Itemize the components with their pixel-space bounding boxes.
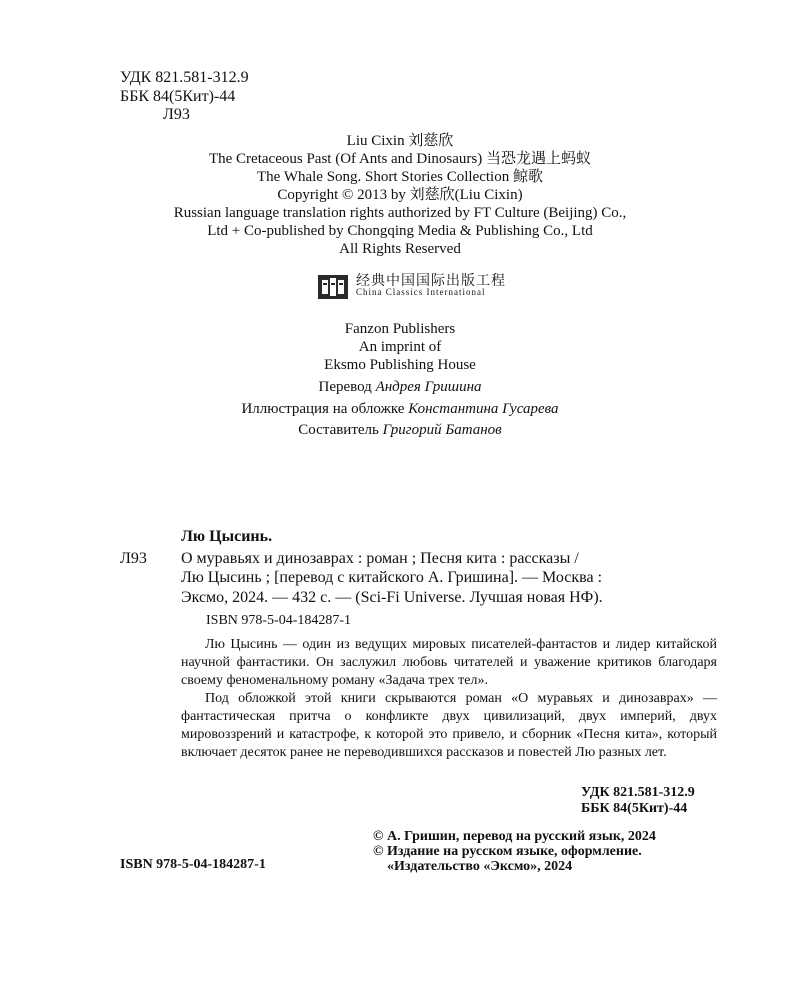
copyright-line-2: The Cretaceous Past (Of Ants and Dinosaurs) 当恐龙遇上蚂蚁: [208, 151, 592, 167]
publisher-line-3: Eksmo Publishing House: [324, 357, 476, 373]
compiler-credit: [0, 421, 800, 439]
header-bbk: ББК 84(5Кит)-44: [120, 88, 236, 105]
copyright-line-6: Ltd + Co-published by Chongqing Media & Publishing Co., Ltd: [207, 223, 593, 239]
logo-chinese-text: 经典中国国际出版工程: [356, 273, 506, 289]
footer-copyright-3: «Издательство «Эксмо», 2024: [387, 859, 573, 874]
compiler-label: Составитель: [298, 422, 379, 438]
publisher-line-2: An imprint of: [358, 339, 442, 355]
header-udk: УДК 821.581-312.9: [120, 69, 249, 86]
copyright-line-1: Liu Cixin 刘慈欣: [346, 133, 454, 149]
copyright-line-4: Copyright © 2013 by 刘慈欣(Liu Cixin): [277, 187, 523, 203]
footer-copyright-2: © Издание на русском языке, оформление.: [373, 844, 642, 859]
catalog-code: Л93: [120, 550, 147, 567]
china-classics-logo-icon: [318, 275, 348, 299]
header-code: Л93: [163, 106, 190, 123]
cover-artist-name: Константина Гусарева: [408, 401, 559, 417]
footer-copyright-1: © А. Гришин, перевод на русский язык, 2024: [373, 829, 656, 844]
cover-credit: [0, 400, 800, 418]
catalog-isbn: ISBN 978-5-04-184287-1: [206, 613, 352, 628]
compiler-name: Григорий Батанов: [382, 422, 502, 438]
catalog-line-2: Лю Цысинь ; [перевод с китайского А. Гришина]. — Москва :: [181, 569, 603, 586]
catalog-line-3: Эксмо, 2024. — 432 с. — (Sci-Fi Universe. Лучшая новая НФ).: [181, 589, 603, 606]
footer-isbn: ISBN 978-5-04-184287-1: [120, 857, 266, 872]
catalog-author-heading: Лю Цысинь.: [181, 528, 273, 545]
china-classics-logo: [318, 275, 506, 303]
annotation-udk: УДК 821.581-312.9: [581, 785, 695, 800]
copyright-line-3: The Whale Song. Short Stories Collection 鲸歌: [257, 169, 543, 185]
logo-english-text: China Classics International: [356, 287, 486, 297]
translation-credit: [0, 378, 800, 396]
catalog-line-1: О муравьях и динозаврах : роман ; Песня кита : рассказы /: [181, 550, 579, 567]
annotation-bbk: ББК 84(5Кит)-44: [581, 801, 688, 816]
translator-name: Андрея Гришина: [375, 379, 482, 395]
publisher-line-1: Fanzon Publishers: [344, 321, 456, 337]
annotation-paragraph-2: Под обложкой этой книги скрываются роман «О муравьях и динозаврах» — фантастическая притча о конфликте двух цивилизаций, двух империй, двух мировоззрений и катастрофе, к которой это привело, и сборник «Песня кита», который включает десяток ранее не переводившихся рассказов и повестей Лю разных лет.: [181, 691, 717, 760]
translation-label: Перевод: [318, 379, 372, 395]
annotation: [181, 636, 717, 762]
copyright-line-5: Russian language translation rights authorized by FT Culture (Beijing) Co.,: [173, 205, 627, 221]
copyright-line-7: All Rights Reserved: [339, 241, 461, 257]
annotation-paragraph-1: Лю Цысинь — один из ведущих мировых писателей-фантастов и лидер китайской научной фантастики. Он заслужил любовь читателей и уважение критиков благодаря своему феноменальному роману «Задача трех тел».: [181, 637, 717, 688]
cover-label: Иллюстрация на обложке: [241, 401, 405, 417]
